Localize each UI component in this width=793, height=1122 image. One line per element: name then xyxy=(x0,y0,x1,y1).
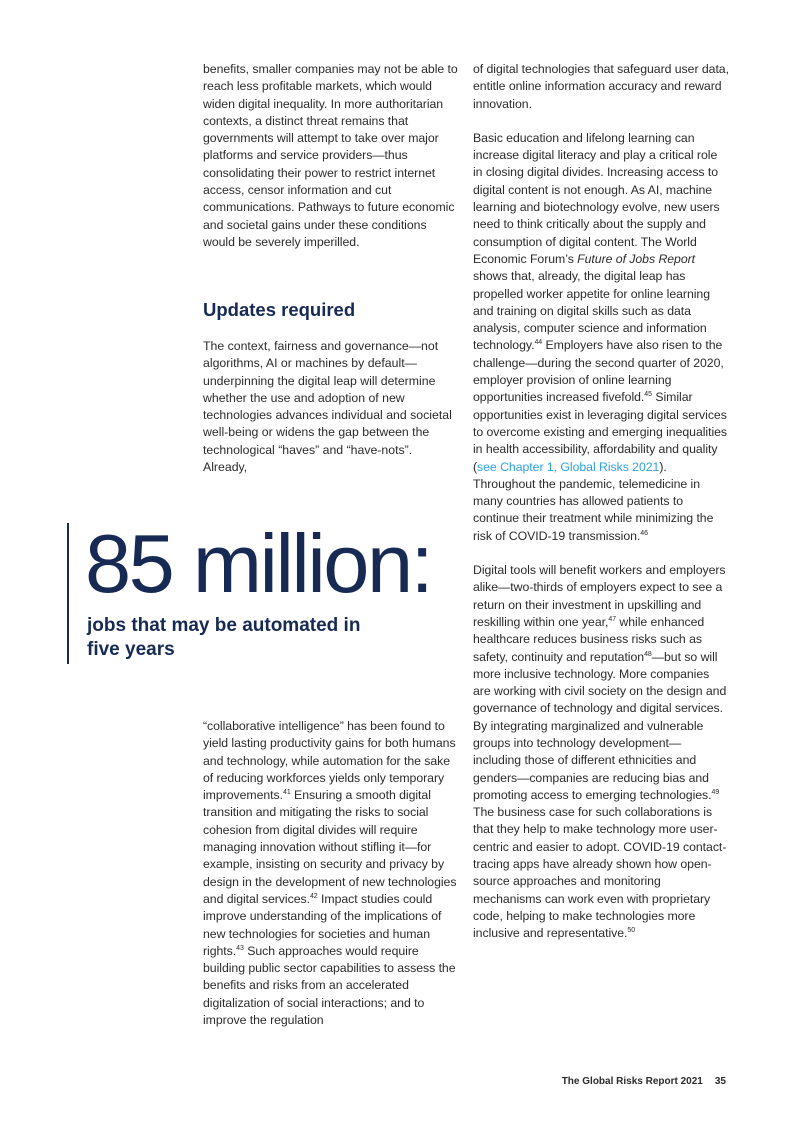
body-paragraph: Digital tools will benefit workers and employers alike—two-thirds of employers expect to see a return on their investment in upskilling and reskilling within one year,$^{47}$ while enhanced healthcare reduces business risks such as safety, continuity and reputation$^{48}$—but so will more inclusive technology. More companies are working with civil society on the design and governance of technology and digital services. By integrating marginalized and vulnerable groups into technology development—including those of different ethnicities and genders—companies are reducing bias and promoting access to emerging technologies.$^{49}$ The business case for such collaborations is that they help to make technology more user-centric and easier to adopt. COVID-19 contact-tracing apps have already shown how open-source approaches and monitoring mechanisms can work even with proprietary code, helping to make technologies more inclusive and representative.$^{50}$ xyxy=(473,563,727,941)
footnote-ref[interactable]: 50 xyxy=(627,927,636,935)
footnote-ref[interactable]: 43 xyxy=(236,944,244,952)
updates-paragraph: The context, fairness and governance—not algorithms, AI or machines by default—underpinning the digital leap will determine whether the use and adoption of new technologies advances individual and societal well-being or widens the gap between the technological “haves” and “have-nots”. Already, xyxy=(203,339,452,475)
footnote-ref[interactable]: 46 xyxy=(640,529,648,537)
body-paragraph: “collaborative intelligence” has been found to yield lasting productivity gains for both humans and technology, while automation for the sake of reducing workforces yields only temporary improvements.$^{41}$ Ensuring a smooth digital transition and mitigating the risks to social cohesion from digital divides will require managing innovation without stifling it—for example, insisting on security and privacy by design in the development of new technologies and digital services.$^{42}$ Impact studies could improve understanding of the implications of new technologies for societies and human rights.$^{43}$ Such approaches would require building public sector capabilities to assess the benefits and risks from an accelerated digitalization of social interactions; and to improve the regulation xyxy=(203,719,457,1028)
stat-caption: jobs that may be automated in five years xyxy=(87,615,361,660)
footnote-ref[interactable]: 48 xyxy=(644,650,652,658)
page-number: 35 xyxy=(714,1076,726,1087)
body-paragraph: of digital technologies that safeguard user data, entitle online information accuracy and reward innovation. xyxy=(473,62,729,111)
section-heading: Updates required xyxy=(203,299,356,320)
body-paragraph: benefits, smaller companies may not be able to reach less profitable markets, which would widen digital inequality. In more authoritarian contexts, a distinct threat remains that governments will attempt to take over major platforms and service providers—thus consolidating their power to restrict internet access, censor information and cut communications. Pathways to future economic and societal gains under these conditions would be severely imperilled. xyxy=(203,62,458,249)
report-title-italic: Future of Jobs Report xyxy=(577,251,696,266)
footnote-ref[interactable]: 45 xyxy=(644,391,652,399)
left-column-top xyxy=(203,61,459,251)
footnote-ref[interactable]: 44 xyxy=(534,339,543,347)
footer-report-title: The Global Risks Report 2021 xyxy=(561,1076,703,1087)
right-column xyxy=(473,61,729,943)
chapter-link[interactable]: see Chapter 1, Global Risks 2021 xyxy=(477,459,660,474)
footnote-ref[interactable]: 42 xyxy=(309,892,318,900)
body-paragraph: Basic education and lifelong learning can increase digital literacy and play a critical role in closing digital divides. Increasing access to digital content is not enough. As AI, machine learning and biotechnology evolve, new users need to think critically about the supply and consumption of digital content. The World Economic Forum’s Future of Jobs Report shows that, already, the digital leap has propelled worker appetite for online learning and training on digital skills such as data analysis, computer science and information technology.$^{44}$ Employers have also risen to the challenge—during the second quarter of 2020, employer provision of online learning opportunities increased fivefold.$^{45}$ Similar opportunities exist in leveraging digital services to overcome existing and emerging inequalities in health accessibility, affordability and quality (see Chapter 1, Global Risks 2021). Throughout the pandemic, telemedicine in many countries has allowed patients to continue their treatment while minimizing the risk of COVID-19 transmission.$^{46}$ xyxy=(473,130,728,543)
left-column-bottom xyxy=(203,718,459,1029)
stat-number: 85 million: xyxy=(85,517,432,610)
footnote-ref[interactable]: 47 xyxy=(608,615,617,623)
footnote-ref[interactable]: 41 xyxy=(283,789,291,797)
footnote-ref[interactable]: 49 xyxy=(711,788,720,796)
page-footer xyxy=(520,1076,726,1087)
stat-accent-bar xyxy=(67,523,69,664)
